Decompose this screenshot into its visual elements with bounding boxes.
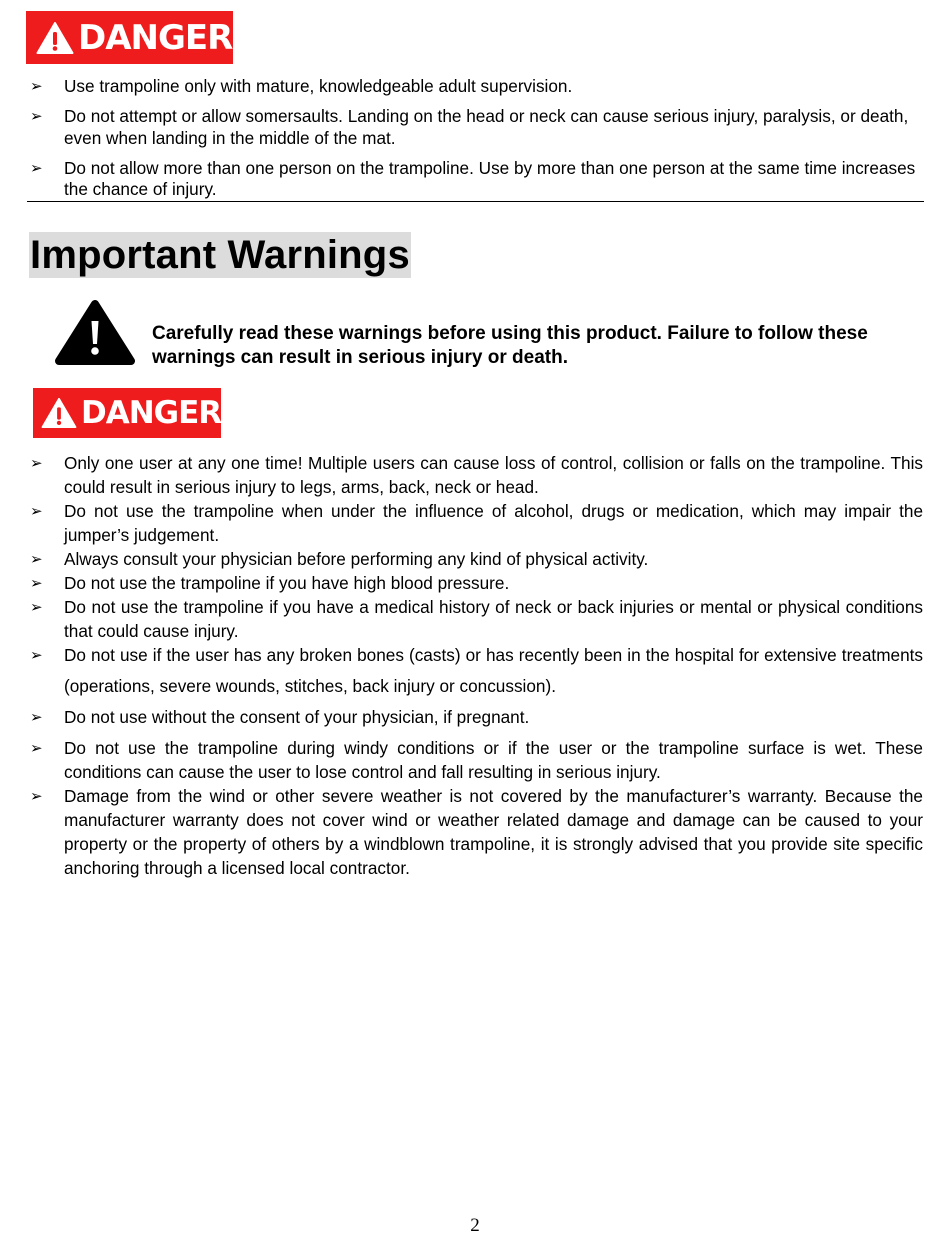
bullet-arrow-icon: ➢ [30, 107, 43, 125]
list-item: ➢ Do not use the trampoline if you have high blood pressure. [30, 573, 510, 593]
bullet-arrow-icon: ➢ [30, 598, 43, 616]
danger-label: DANGER [81, 394, 222, 431]
list-item: ➢ Do not attempt or allow somersaults. Landing on the head or neck can cause serious injury, paralysis, or death, even when landing in the middle of the mat. [30, 106, 909, 148]
top-warning-list [26, 76, 916, 209]
list-item: ➢ Damage from the wind or other severe weather is not covered by the manufacturer’s warranty. Because the manufacturer warranty does not cover wind or weather related damage and damage can be caused to your property or the property of others by a windblown trampoline, it is strongly advised that you provide site specific anchoring through a licensed local contractor. [30, 786, 923, 878]
bullet-arrow-icon: ➢ [30, 574, 43, 592]
list-item: ➢ Do not use the trampoline if you have a medical history of neck or back injuries or mental or physical conditions that could cause injury. [30, 597, 923, 641]
list-item: ➢ Always consult your physician before performing any kind of physical activity. [30, 549, 649, 569]
bullet-arrow-icon: ➢ [30, 77, 43, 95]
bullet-arrow-icon: ➢ [30, 646, 43, 664]
list-item: ➢ Do not use if the user has any broken bones (casts) or has recently been in the hospital for extensive treatments (operations, severe wounds, stitches, back injury or concussion). [26, 640, 923, 702]
warning-triangle-icon [41, 397, 77, 429]
bullet-arrow-icon: ➢ [30, 158, 43, 177]
bullet-arrow-icon: ➢ [30, 708, 43, 726]
bullet-arrow-icon: ➢ [30, 550, 43, 568]
divider [27, 201, 924, 202]
bullet-arrow-icon: ➢ [30, 502, 43, 520]
list-item: ➢ Do not allow more than one person on the trampoline. Use by more than one person at the same time increases the chance of injury. [30, 157, 916, 199]
danger-badge-main [33, 388, 221, 438]
warning-triangle-icon [55, 299, 135, 366]
list-item: ➢ Do not use the trampoline when under the influence of alcohol, drugs or medication, which may impair the jumper’s judgement. [30, 501, 923, 545]
danger-badge-top [26, 11, 233, 64]
list-item: ➢ Only one user at any one time! Multiple users can cause loss of control, collision or falls on the trampoline. This could result in serious injury to legs, arms, back, neck or head. [30, 453, 923, 497]
list-item: ➢ Use trampoline only with mature, knowledgeable adult supervision. [30, 76, 573, 96]
warning-statement: Carefully read these warnings before using this product. Failure to follow these warnings can result in serious injury or death. [152, 323, 868, 368]
list-item: ➢ Do not use without the consent of your physician, if pregnant. [26, 702, 923, 733]
warning-triangle-icon [36, 21, 74, 55]
danger-label: DANGER [78, 17, 233, 58]
bullet-arrow-icon: ➢ [30, 739, 43, 757]
bullet-arrow-icon: ➢ [30, 787, 43, 805]
bullet-arrow-icon: ➢ [30, 454, 43, 472]
page-number: 2 [470, 1215, 480, 1236]
main-warning-list [26, 451, 923, 880]
section-title: Important Warnings [30, 233, 410, 277]
list-item: ➢ Do not use the trampoline during windy conditions or if the user or the trampoline surface is wet. These conditions can cause the user to lose control and fall resulting in serious injury. [30, 738, 923, 782]
